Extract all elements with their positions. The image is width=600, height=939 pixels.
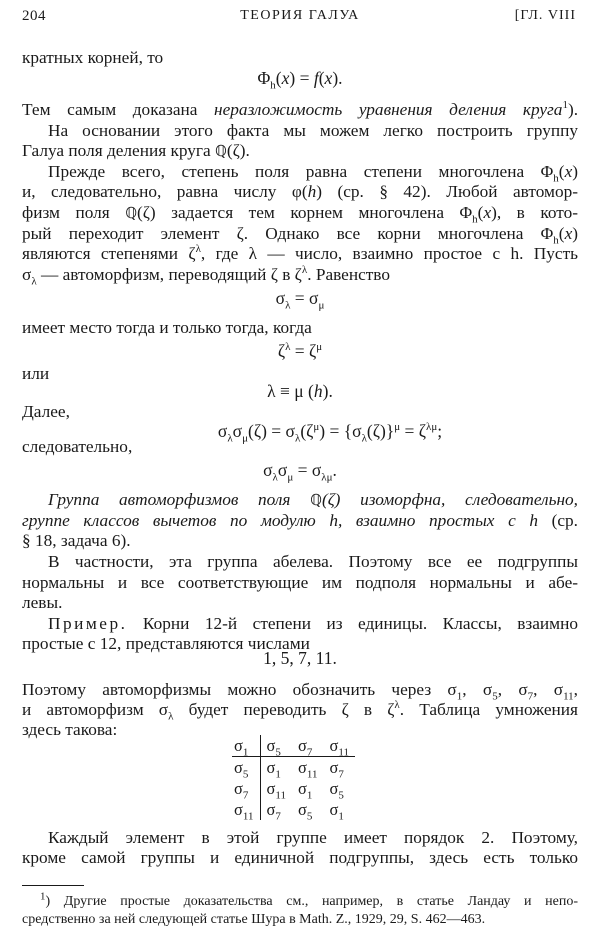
text-line: и, следовательно, равна числу φ(h) (ср. § 42). Любой автомор- — [22, 182, 578, 201]
table-cell: $\sigma_{11}$ — [298, 758, 318, 781]
text-line: кратных корней, то — [22, 48, 164, 67]
theorem-line: группе классов вычетов по модулю h, взаимно простых с h (ср. — [22, 511, 578, 530]
theorem-line: Группа автоморфизмов поля ℚ(ζ) изоморфна, следовательно, — [48, 490, 578, 509]
table-row-label: $\sigma_{11}$ — [232, 799, 260, 820]
table-corner-cell: $\sigma_1$ — [232, 735, 260, 757]
table-header-row — [232, 735, 355, 757]
text-line: $\sigma_\lambda$ — автоморфизм, переводящий ζ в $\zeta^\lambda$. Равенство — [22, 264, 390, 288]
text-line: здесь такова: — [22, 720, 118, 739]
footnote-mark: 1 — [40, 890, 46, 903]
footnote-line: $^1$) Другие простые доказательства см., например, в статье Ландау и непо- — [40, 890, 578, 909]
text-line: нормальны и все соответствующие им подполя нормальны и абе- — [22, 573, 578, 592]
text-line: § 18, задача 6). — [22, 531, 131, 550]
table-row — [232, 799, 355, 820]
text-line: и автоморфизм $\sigma_\lambda$ будет переводить ζ в $\zeta^\lambda$. Таблица умножения — [22, 699, 578, 723]
text-line: следовательно, — [22, 437, 133, 456]
text-line: В частности, эта группа абелева. Поэтому все ее подгруппы — [48, 552, 578, 571]
text-line: или — [22, 364, 50, 383]
chapter-label: [ГЛ. VIII — [514, 8, 576, 23]
table-cell: $\sigma_7$ — [266, 800, 281, 823]
text-line: кроме самой группы и единичной подгруппы, здесь есть только — [22, 848, 578, 867]
table-row — [232, 757, 355, 779]
formula: λ ≡ μ (h). — [267, 381, 333, 401]
running-title: ТЕОРИЯ ГАЛУА — [240, 8, 360, 23]
text-line: левы. — [22, 593, 63, 612]
text-line: рый переходит элемент ζ. Однако все корни многочлена $\Phi_h(x)$ — [22, 224, 578, 247]
text-line: Поэтому автоморфизмы можно обозначить через $\sigma_1$, $\sigma_5$, $\sigma_7$, $\sigma_{11}$, — [22, 680, 578, 703]
text-line: являются степенями $\zeta^\lambda$, где λ — число, взаимно простое с h. Пусть — [22, 243, 578, 263]
table-header-cell: $\sigma_7$ — [292, 735, 324, 757]
formula: 1, 5, 7, 11. — [263, 648, 337, 668]
text-line: Тем самым доказана неразложимость уравнения деления круга$^1$). — [22, 99, 579, 119]
formula: $\zeta^\lambda = \zeta^\mu$ — [277, 341, 323, 361]
table-cell: $\sigma_1$ — [329, 800, 344, 823]
text-line: простые с 12, представляются числами — [22, 634, 310, 653]
table-header-cell: $\sigma_5$ — [260, 735, 292, 757]
formula: $\sigma_\lambda\sigma_\mu(\zeta) = \sigma_\lambda(\zeta^\mu) = \{\sigma_\lambda(\zeta)\}^\mu = \zeta^{\lambda\mu}$; — [217, 421, 443, 445]
table-row — [232, 778, 355, 799]
table-cell: $\sigma_7$ — [329, 758, 344, 781]
text-line: имеет место тогда и только тогда, когда — [22, 318, 312, 337]
table-cell: $\sigma_1$ — [266, 758, 281, 781]
table-cell: $\sigma_5$ — [329, 779, 344, 802]
formula: $\sigma_\lambda\sigma_\mu = \sigma_{\lambda\mu}$. — [263, 460, 337, 484]
footnote-divider — [22, 885, 84, 886]
text-line: Далее, — [22, 402, 70, 421]
text-line: Каждый элемент в этой группе имеет порядок 2. Поэтому, — [48, 828, 578, 847]
multiplication-table — [232, 735, 355, 823]
text-line: Галуа поля деления круга ℚ(ζ). — [22, 141, 250, 160]
text-line: Прежде всего, степень поля равна степени многочлена $\Phi_h(x)$ — [48, 162, 578, 185]
example-label: Пример. — [48, 614, 128, 633]
table-cell: $\sigma_1$ — [298, 779, 313, 802]
footnote-line: средственно за ней следующей статье Шура в Math. Z., 1929, 29, S. 462—463. — [22, 912, 486, 927]
text-line: физм поля ℚ(ζ) задается тем корнем многочлена $\Phi_h(x)$, в кото- — [22, 203, 578, 226]
text-line: На основании этого факта мы можем легко построить группу — [48, 121, 578, 140]
text-line: Пример. Корни 12-й степени из единицы. Классы, взаимно — [48, 614, 578, 633]
formula: $\sigma_\lambda = \sigma_\mu$ — [275, 288, 325, 312]
footnote-ref[interactable]: 1 — [562, 99, 568, 112]
table-cell: $\sigma_5$ — [298, 800, 313, 823]
formula: $\Phi_h(x) = f(x)$. — [257, 68, 343, 92]
table-header-cell: $\sigma_{11}$ — [324, 735, 356, 757]
table-row-label: $\sigma_5$ — [232, 757, 260, 779]
page-number: 204 — [22, 8, 46, 24]
table-cell: $\sigma_{11}$ — [266, 779, 286, 802]
emphasis-text: неразложимость уравнения деления круга — [214, 100, 563, 119]
table-row-label: $\sigma_7$ — [232, 778, 260, 799]
